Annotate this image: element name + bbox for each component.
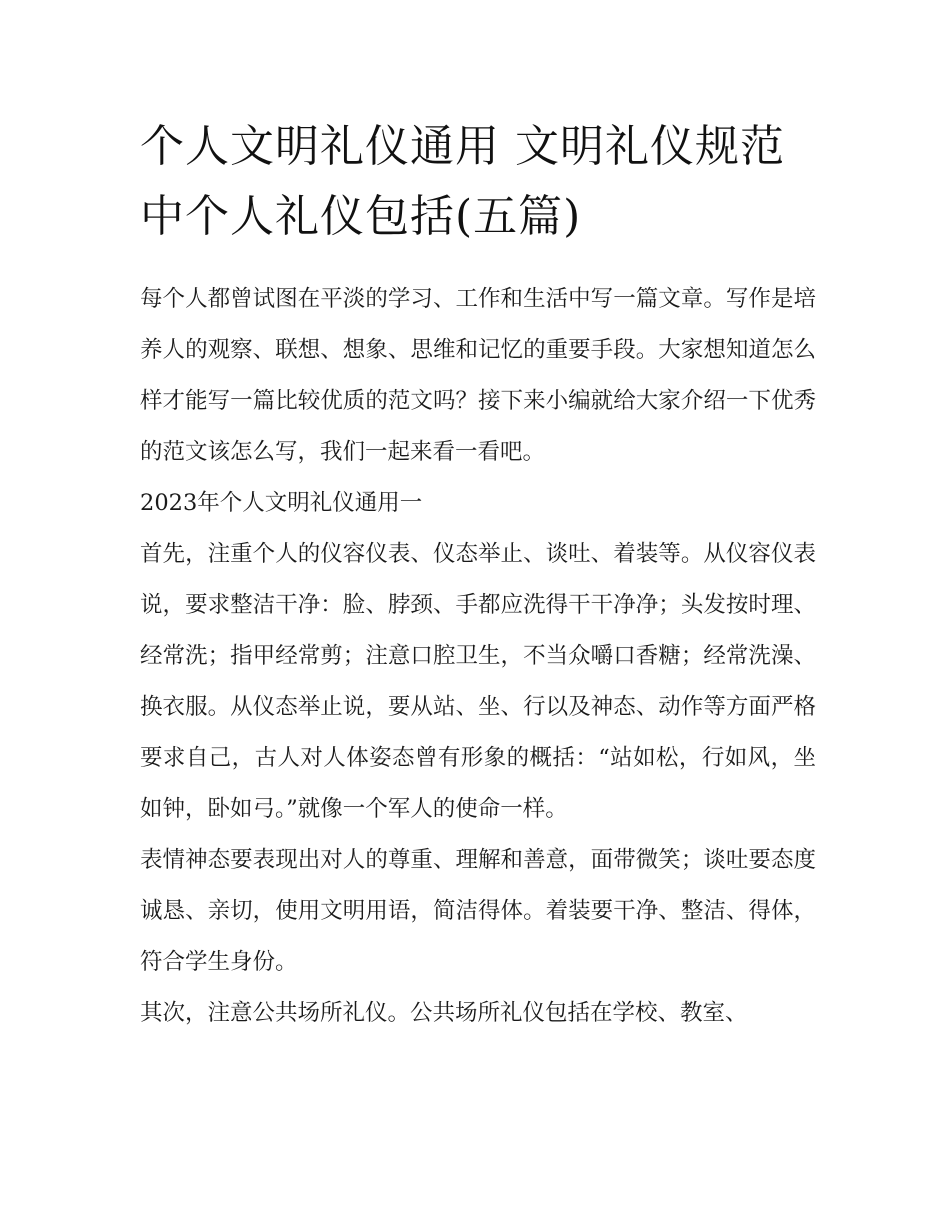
document-body [140, 112, 816, 1039]
paragraph-expression-attire: 表情神态要表现出对人的尊重、理解和善意，面带微笑；谈吐要态度诚恳、亲切，使用文明用语，简洁得体。着装要干净、整洁、得体，符合学生身份。 [140, 847, 816, 975]
paragraph-personal-appearance: 首先，注重个人的仪容仪表、仪态举止、谈吐、着装等。从仪容仪表说，要求整洁干净：脸、脖颈、手都应洗得干干净净；头发按时理、经常洗；指甲经常剪；注意口腔卫生，不当众嚼口香糖；经常洗澡、换衣服。从仪态举止说，要从站、坐、行以及神态、动作等方面严格要求自己，古人对人体姿态曾有形象的概括：“站如松，行如风，坐如钟，卧如弓。”就像一个军人的使命一样。 [140, 541, 816, 822]
paragraph-section-heading: 2023年个人文明礼仪通用一 [140, 490, 423, 516]
title-spacer [140, 252, 816, 274]
document-title: 个人文明礼仪通用 文明礼仪规范中个人礼仪包括(五篇) [140, 121, 785, 242]
paragraph-public-etiquette: 其次，注意公共场所礼仪。公共场所礼仪包括在学校、教室、 [140, 1000, 748, 1026]
paragraph-intro: 每个人都曾试图在平淡的学习、工作和生活中写一篇文章。写作是培养人的观察、联想、想象、思维和记忆的重要手段。大家想知道怎么样才能写一篇比较优质的范文吗？接下来小编就给大家介绍一下优秀的范文该怎么写，我们一起来看一看吧。 [140, 286, 816, 465]
